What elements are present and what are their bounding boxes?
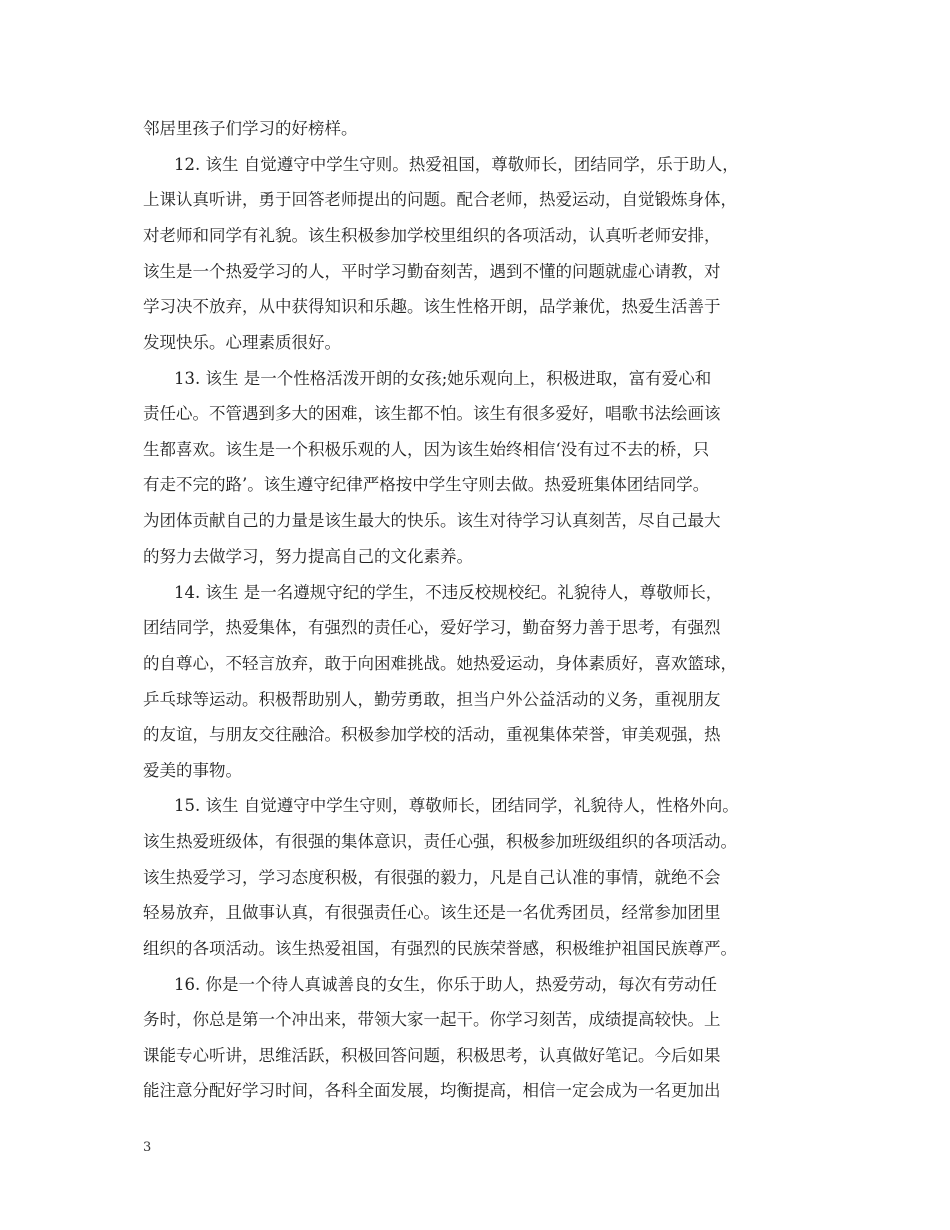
text-line: 该生是一个热爱学习的人，平时学习勤奋刻苦，遇到不懂的问题就虚心请教，对 xyxy=(143,262,721,281)
text-line: 12. 该生 自觉遵守中学生守则。热爱祖国，尊敬师长，团结同学，乐于助人， xyxy=(174,155,739,174)
text-line: 爱美的事物。 xyxy=(143,761,242,780)
text-line: 能注意分配好学习时间，各科全面发展，均衡提高，相信一定会成为一名更加出 xyxy=(143,1081,721,1100)
text-line: 发现快乐。心理素质很好。 xyxy=(143,333,341,352)
text-line: 的友谊，与朋友交往融洽。积极参加学校的活动，重视集体荣誉，审美观强，热 xyxy=(143,725,721,744)
text-line: 团结同学，热爱集体，有强烈的责任心，爱好学习，勤奋努力善于思考，有强烈 xyxy=(143,618,721,637)
text-line: 生都喜欢。该生是一个积极乐观的人，因为该生始终相信‘没有过不去的桥，只 xyxy=(143,440,710,459)
text-line: 轻易放弃，且做事认真，有很强责任心。该生还是一名优秀团员，经常参加团里 xyxy=(143,903,721,922)
text-line: 16. 你是一个待人真诚善良的女生，你乐于助人，热爱劳动，每次有劳动任 xyxy=(174,975,717,994)
text-line: 邻居里孩子们学习的好榜样。 xyxy=(143,119,358,138)
text-line: 14. 该生 是一名遵规守纪的学生，不违反校规校纪。礼貌待人，尊敬师长， xyxy=(174,583,723,602)
text-line: 对老师和同学有礼貌。该生积极参加学校里组织的各项活动，认真听老师安排， xyxy=(143,226,721,245)
text-line: 15. 该生 自觉遵守中学生守则，尊敬师长，团结同学，礼貌待人，性格外向。 xyxy=(174,796,739,815)
text-line: 组织的各项活动。该生热爱祖国，有强烈的民族荣誉感，积极维护祖国民族尊严。 xyxy=(143,939,737,958)
text-line: 该生热爱班级体，有很强的集体意识，责任心强，积极参加班级组织的各项活动。 xyxy=(143,832,737,851)
text-line: 为团体贡献自己的力量是该生最大的快乐。该生对待学习认真刻苦，尽自己最大 xyxy=(143,511,721,530)
text-line: 乒乓球等运动。积极帮助别人，勤劳勇敢，担当户外公益活动的义务，重视朋友 xyxy=(143,690,721,709)
text-line: 上课认真听讲，勇于回答老师提出的问题。配合老师，热爱运动，自觉锻炼身体， xyxy=(143,190,737,209)
text-line: 该生热爱学习，学习态度积极，有很强的毅力，凡是自己认准的事情，就绝不会 xyxy=(143,868,721,887)
text-line: 学习决不放弃，从中获得知识和乐趣。该生性格开朗，品学兼优，热爱生活善于 xyxy=(143,297,721,316)
text-line: 的自尊心，不轻言放弃，敢于向困难挑战。她热爱运动，身体素质好，喜欢篮球， xyxy=(143,654,737,673)
text-line: 有走不完的路’。该生遵守纪律严格按中学生守则去做。热爱班集体团结同学。 xyxy=(143,475,710,494)
text-line: 责任心。不管遇到多大的困难，该生都不怕。该生有很多爱好，唱歌书法绘画该 xyxy=(143,404,721,423)
text-line: 的努力去做学习，努力提高自己的文化素养。 xyxy=(143,547,473,566)
text-line: 课能专心听讲，思维活跃，积极回答问题，积极思考，认真做好笔记。今后如果 xyxy=(143,1046,721,1065)
page-number: 3 xyxy=(143,1140,152,1155)
text-line: 务时，你总是第一个冲出来，带领大家一起干。你学习刻苦，成绩提高较快。上 xyxy=(143,1010,721,1029)
text-line: 13. 该生 是一个性格活泼开朗的女孩;她乐观向上，积极进取，富有爱心和 xyxy=(174,369,712,388)
